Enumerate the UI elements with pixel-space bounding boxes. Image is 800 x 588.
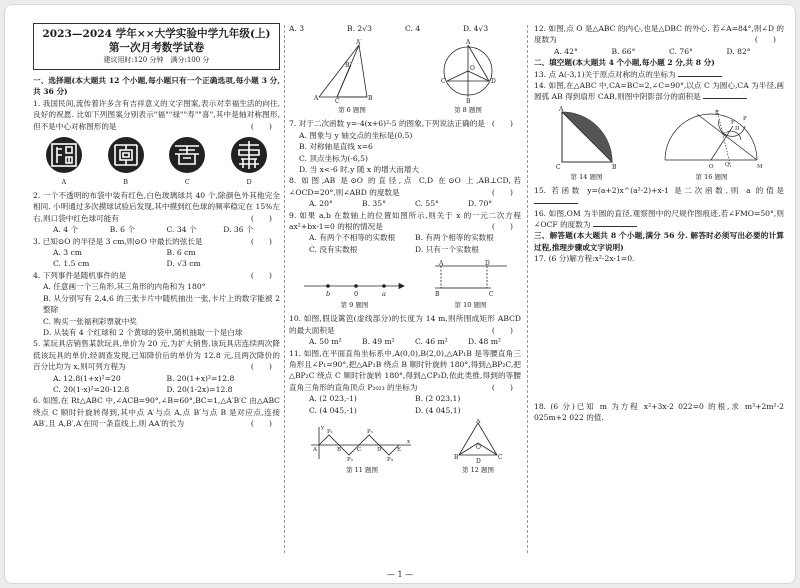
seal-shou-icon	[167, 135, 207, 175]
option-b: B. 6 个	[109, 225, 135, 235]
svg-text:E: E	[714, 109, 719, 116]
figure-10	[431, 258, 511, 310]
svg-text:D: D	[484, 260, 490, 268]
figures-9-10	[289, 258, 521, 310]
option-b: B. 49 m²	[362, 337, 395, 347]
svg-text:Q: Q	[724, 161, 730, 168]
answer-paren: ( )	[491, 222, 513, 232]
question-17: 17. (6 分)解方程:x²-2x-1=0.	[534, 254, 635, 264]
svg-text:P₁: P₁	[327, 428, 333, 435]
svg-text:C: C	[722, 131, 727, 138]
option-label: A	[61, 178, 67, 187]
question-16	[534, 208, 784, 231]
svg-text:E: E	[397, 446, 402, 453]
option-a: A. 任意画一个三角形,其三角形的内角和为 180°	[43, 282, 206, 292]
option-label: B	[123, 178, 129, 187]
figure-10-diagram	[431, 258, 511, 298]
exam-title-line2: 第一次月考数学试卷	[108, 42, 205, 54]
question-1	[33, 98, 280, 132]
figure-12-caption: 第 12 题图	[462, 465, 494, 474]
answer-paren: ( )	[250, 121, 272, 131]
option-d: D. 36 个	[223, 225, 254, 235]
option-a: A. 图象与 y 轴交点的坐标是(0,5)	[299, 130, 413, 140]
svg-text:A: A	[476, 418, 481, 425]
question-1-figures	[33, 135, 280, 187]
svg-text:C: C	[335, 98, 340, 104]
svg-text:C: C	[357, 446, 362, 453]
answer-blank[interactable]	[593, 219, 637, 227]
figure-14-diagram	[552, 106, 622, 170]
option-c: C. (4 045,-1)	[309, 405, 357, 415]
figure-16	[657, 106, 767, 182]
column-divider	[284, 25, 285, 553]
question-4-text: 4. 下列事件是随机事件的是	[33, 270, 127, 280]
svg-text:F: F	[730, 119, 735, 126]
question-7-text: 7. 对于二次函数 y=-4(x+6)²-5 的图象,下列说法正确的是	[289, 119, 485, 129]
seal-fu	[44, 135, 84, 187]
svg-text:D: D	[476, 457, 481, 463]
seal-fu-icon	[44, 135, 84, 175]
figure-12-diagram	[453, 419, 503, 463]
seal-shou	[167, 135, 207, 187]
answer-paren: ( )	[491, 187, 513, 197]
figure-16-diagram	[657, 106, 767, 170]
seal-lu-icon	[106, 135, 146, 175]
question-3-text: 3. 已知⊙O 的半径是 3 cm,则⊙O 中最长的弦长是	[33, 236, 203, 246]
svg-text:M: M	[756, 163, 763, 170]
svg-text:B′: B′	[345, 62, 351, 70]
figure-16-caption: 第 16 题图	[695, 172, 728, 181]
option-c: C. 顶点坐标为(-6,5)	[299, 153, 368, 163]
svg-text:B: B	[611, 163, 616, 170]
answer-paren: ( )	[250, 213, 272, 223]
option-b: B. 有两个相等的实数根	[415, 233, 494, 243]
question-10-text: 10. 如图,假设篱笆(虚线部分)的长度为 14 m,则所围成矩形 ABCD 的最大面积是	[289, 314, 521, 335]
svg-text:A: A	[313, 446, 317, 453]
svg-text:C: C	[488, 291, 494, 299]
answer-paren: ( )	[491, 325, 513, 335]
svg-text:A′: A′	[356, 39, 362, 47]
answer-blank[interactable]	[534, 196, 578, 204]
svg-text:D: D	[377, 446, 382, 453]
figure-8-caption: 第 8 题图	[454, 106, 482, 115]
svg-text:B: B	[434, 291, 439, 299]
option-d: D. 48 m²	[468, 337, 501, 347]
question-12	[534, 23, 784, 46]
question-9	[289, 210, 521, 233]
option-a: A. 3 cm	[53, 248, 83, 258]
option-c: C. 76°	[669, 46, 693, 56]
option-b: B. (2 023,1)	[415, 394, 461, 404]
option-a: A. 3	[289, 24, 305, 33]
option-d: D. (4 045,1)	[415, 405, 461, 415]
option-d: D. 当 x<-6 时,y 随 x 的增大而增大	[299, 165, 420, 175]
answer-paren: ( )	[250, 270, 272, 280]
exam-title-box	[33, 23, 280, 70]
answer-paren: ( )	[250, 362, 272, 372]
option-a: A. 42°	[554, 46, 578, 56]
question-11-text: 11. 如图,在平面直角坐标系中,A(0,0),B(2,0),△AP₁B 是等腰直角三角形且∠P₁=90°,把△AP₁B 绕点 B 顺时针旋转 180°,得到△BP₂C,把△BP₂C 绕点 C 顺时针旋转 180°,得到△CP₃D,依此类推,得到的等腰直角三角形的直角顶点 P₂₀₂₃ 的坐标为	[289, 348, 521, 392]
question-13	[534, 69, 784, 80]
svg-text:C: C	[498, 453, 503, 461]
svg-text:x: x	[407, 438, 411, 445]
svg-text:A: A	[438, 260, 443, 268]
column-2	[289, 23, 521, 478]
section-3-heading: 三、解答题(本大题共 8 个小题,满分 56 分. 解答时必须写出必要的计算过程,推理步骤或文字说明)	[534, 231, 784, 252]
question-10	[289, 313, 521, 336]
option-d: D. √3 cm	[166, 259, 201, 269]
svg-text:a: a	[381, 290, 386, 299]
option-c: C. 34 个	[166, 225, 197, 235]
answer-paren: ( )	[250, 419, 272, 429]
option-label: C	[184, 178, 190, 187]
answer-blank[interactable]	[678, 69, 722, 77]
option-a: A. 12.8(1+x)²=20	[53, 373, 121, 383]
question-5-options-row1	[33, 373, 280, 384]
question-2-options	[33, 224, 280, 235]
svg-text:y: y	[321, 424, 325, 431]
answer-paren: ( )	[250, 236, 272, 246]
question-9-text: 9. 如果 a,b 在数轴上的位置如图所示,则关于 x 的一元二次方程 ax²+bx-1=0 的根的情况是	[289, 210, 521, 232]
option-d: D. 从装有 4 个红球和 2 个黄球的袋中,随机抽取一个是白球	[43, 327, 243, 337]
option-c: C. 20(1-x)²=20-12.8	[53, 384, 130, 394]
page-number: — 1 —	[386, 570, 414, 579]
option-b: B. 从分别写有 2,4,6 的三张卡片中随机抽出一张,卡片上的数字能被 2 整除	[43, 293, 280, 315]
svg-text:0: 0	[353, 290, 358, 299]
question-11-options-row2	[289, 405, 521, 416]
svg-text:O: O	[470, 65, 475, 73]
question-3-options-row1	[33, 247, 280, 258]
question-8	[289, 175, 521, 198]
option-b: B. 对称轴是直线 x=6	[299, 142, 373, 152]
option-a: A. 20°	[309, 199, 333, 209]
option-c: C. 55°	[415, 199, 439, 209]
question-1-text: 1. 我国民间,流传着许多含有吉祥意义的文字图案,表示对幸福生活的向往,良好的祝愿. 比如下列图案分别表示"福""禄""寿""喜",其中是轴对称图形,但不是中心对称图形的是	[33, 98, 280, 131]
column-1	[33, 23, 280, 430]
svg-text:P₂: P₂	[347, 456, 353, 463]
exam-sheet	[4, 4, 796, 584]
question-3-options-row2	[33, 258, 280, 269]
option-d: D. 82°	[726, 46, 751, 56]
question-7	[289, 118, 521, 129]
option-a: A. 50 m²	[309, 337, 342, 347]
figures-11-12	[289, 419, 521, 475]
question-4	[33, 270, 280, 281]
option-c: C. 4	[405, 24, 421, 33]
question-3	[33, 236, 280, 247]
section-2-heading: 二、填空题(本大题共 4 个小题,每小题 2 分,共 8 分)	[534, 58, 715, 68]
option-c: C. 1.5 cm	[53, 259, 90, 269]
question-2	[33, 190, 280, 224]
question-6-text: 6. 如图,在 Rt△ABC 中,∠ACB=90°,∠B=60°,BC=1,△A′B′C 由△ABC 绕点 C 顺时针旋转得到,其中点 A′与点 A,点 B′与点 B 是对应点,连接 AB′,且 A,B′,A′在同一条直线上,则 AA′的长为	[33, 396, 280, 429]
svg-text:P: P	[742, 115, 747, 122]
svg-text:D: D	[491, 78, 496, 86]
question-5-text: 5. 某玩具店销售某款玩具,单价为 20 元,为扩大销售,该玩具店连续两次降低该玩具的单价,经调查发现,已知降价后的单价为 12.8 元,且两次降价的百分比均为 x,则可列方程为	[33, 339, 280, 372]
svg-text:D: D	[734, 125, 739, 132]
figures-6-8	[289, 37, 521, 115]
question-8-options	[289, 198, 521, 209]
question-14	[534, 80, 784, 103]
option-c: C. 购买一张福利彩票就中奖	[43, 316, 137, 326]
question-2-text: 2. 一个不透明的布袋中装有红色,白色玻璃球共 40 个,除颜色外其他完全相同. 小明通过多次摸球试验后发现,其中摸到红色球的频率稳定在 15%左右,则口袋中红色球可能有	[33, 191, 280, 223]
figure-11-caption: 第 11 题图	[346, 465, 378, 474]
svg-text:B: B	[454, 453, 459, 461]
question-12-options	[534, 46, 784, 57]
question-13-text: 13. 点 A(-3,1)关于原点对称的点的坐标为	[534, 69, 676, 79]
svg-text:P₄: P₄	[387, 456, 393, 463]
question-18: 18. (6 分)已知 m 为方程 x²+3x-2 022=0 的根,求 m³+2m²-2 025m+2 022 的值.	[534, 401, 784, 423]
question-11-options-row1	[289, 393, 521, 404]
question-15	[534, 185, 784, 208]
option-a: A. 有两个不相等的实数根	[309, 233, 396, 243]
option-d: D. 70°	[468, 199, 493, 209]
question-15-text: 15. 若函数 y=(a+2)x^(a²-2)+x-1 是二次函数,则 a 的值是	[534, 185, 784, 195]
svg-text:O: O	[708, 163, 714, 170]
exam-title-line1: 2023—2024 学年××大学实验中学九年级(上)	[42, 28, 271, 40]
figure-12	[453, 419, 503, 475]
question-14-text: 14. 如图,在△ABC 中,CA=BC=2,∠C=90°,以点 C 为圆心,CA 为半径,画圆弧 AB 得到扇形 CAB,则图中阴影部分的面积是	[534, 81, 784, 102]
answer-space-17[interactable]	[534, 265, 784, 401]
svg-text:O: O	[476, 443, 481, 451]
option-b: B. 20(1+x)²=12.8	[166, 373, 235, 383]
svg-text:b: b	[325, 290, 330, 299]
question-10-options	[289, 336, 521, 347]
option-b: B. 66°	[611, 46, 636, 56]
option-label: D	[246, 178, 252, 187]
section-1-heading: 一、选择题(本大题共 12 个小题,每小题只有一个正确选项,每小题 3 分,共 36 分)	[33, 76, 280, 97]
option-d: D. 20(1-2x)=12.8	[166, 384, 233, 394]
option-c: C. 没有实数根	[309, 244, 358, 254]
figure-14-caption: 第 14 题图	[570, 172, 603, 181]
seal-lu	[106, 135, 146, 187]
figure-8-diagram	[433, 37, 503, 103]
answer-paren: ( )	[754, 35, 776, 45]
figure-10-caption: 第 10 题图	[454, 301, 487, 310]
question-9-options-row2	[289, 244, 521, 255]
figure-6	[307, 37, 397, 115]
figure-14	[552, 106, 622, 182]
figure-9-caption: 第 9 题图	[340, 301, 369, 310]
question-12-text: 12. 如图,点 O 是△ABC 的内心,也是△DBC 的外心. 若∠A=84°,则∠D 的度数为	[534, 24, 784, 45]
option-d: D. 只有一个实数根	[415, 244, 479, 254]
svg-text:B: B	[466, 98, 471, 104]
question-6	[33, 395, 280, 429]
figure-9-numberline	[300, 276, 410, 298]
question-6-options	[289, 23, 521, 34]
answer-blank[interactable]	[703, 91, 747, 99]
svg-text:C: C	[555, 163, 561, 170]
seal-xi-icon	[229, 135, 269, 175]
question-16-text: 16. 如图,OM 为半圆的直径,观察图中的尺规作图痕迹,若∠FMO=50°,则∠OCF 的度数为	[534, 208, 784, 230]
svg-text:C: C	[441, 78, 446, 86]
column-3	[534, 23, 784, 424]
option-c: C. 46 m²	[415, 337, 448, 347]
svg-text:B: B	[368, 95, 373, 103]
seal-xi	[229, 135, 269, 187]
svg-text:B: B	[337, 446, 342, 453]
option-b: B. 6 cm	[166, 248, 196, 258]
figures-14-16	[534, 106, 784, 182]
figure-11	[307, 423, 417, 475]
column-divider	[527, 25, 528, 553]
figure-9	[300, 276, 410, 310]
answer-paren: ( )	[491, 382, 513, 392]
exam-time-info: 建议用时:120 分钟 满分:100 分	[103, 56, 210, 64]
figure-11-diagram	[307, 423, 417, 463]
svg-text:A: A	[558, 105, 563, 113]
question-11	[289, 348, 521, 394]
option-a: A. (2 023,-1)	[309, 394, 357, 404]
option-a: A. 4 个	[53, 225, 79, 235]
option-d: D. 4√3	[463, 24, 489, 33]
option-b: B. 35°	[362, 199, 386, 209]
figure-8	[433, 37, 503, 115]
figure-6-diagram	[307, 37, 397, 103]
question-5	[33, 338, 280, 372]
option-b: B. 2√3	[347, 24, 372, 33]
svg-text:A: A	[466, 39, 471, 47]
question-5-options-row2	[33, 384, 280, 395]
question-9-options-row1	[289, 232, 521, 243]
svg-text:A: A	[314, 95, 319, 103]
svg-text:P₃: P₃	[367, 428, 373, 435]
question-8-text: 8. 如图,AB 是⊙O 的直径,点 C,D 在⊙O 上,AB⊥CD,若∠OCD=20°,则∠ABD 的度数是	[289, 176, 521, 197]
figure-6-caption: 第 6 题图	[338, 106, 366, 115]
answer-paren: ( )	[491, 119, 513, 129]
